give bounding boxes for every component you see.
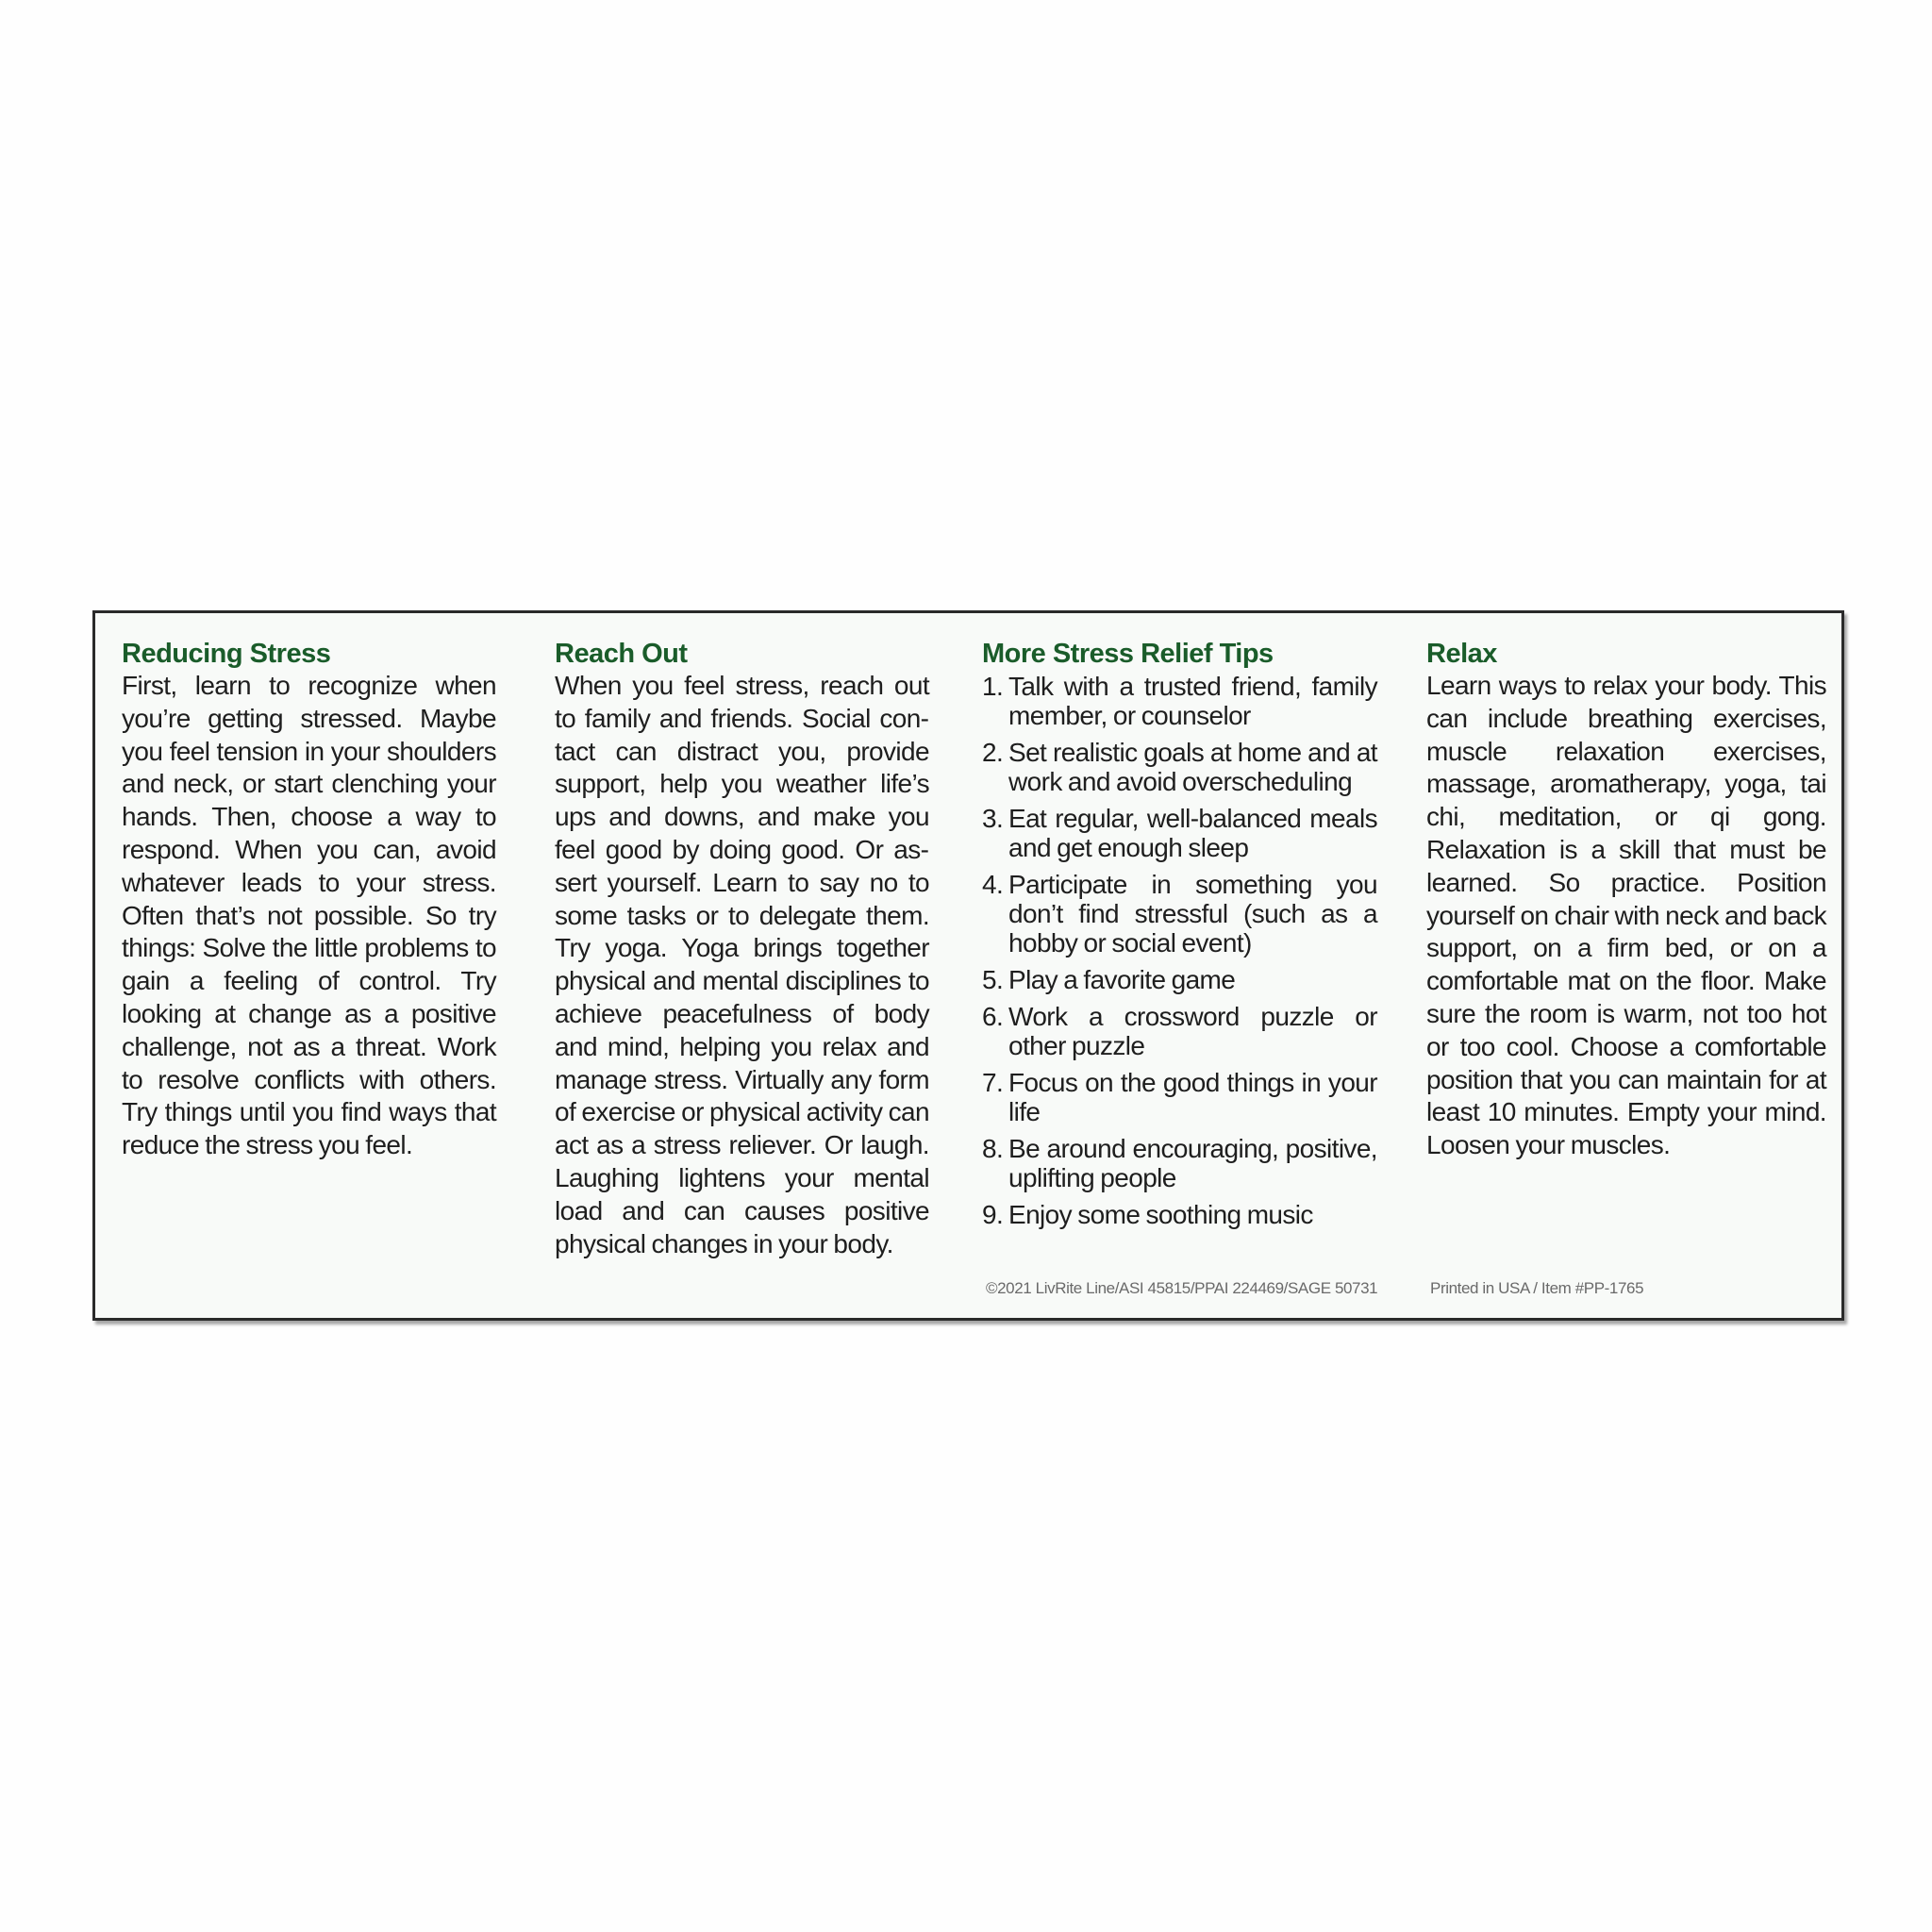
column-reducing-stress — [122, 638, 496, 1299]
list-item-text: Eat regular, well-balanced meals and get enough sleep — [1008, 804, 1377, 862]
list-item-number: 2. — [982, 738, 1004, 767]
list-item-number: 8. — [982, 1134, 1004, 1163]
list-item — [982, 1068, 1377, 1126]
list-item-number: 6. — [982, 1002, 1004, 1031]
section-body-reach-out: When you feel stress, reach out to family and friends. Social contact can distract you, provide support, help you weather life’s ups and downs, and make you feel good by doing good. Or assert yourself. Learn to say no to some tasks or to delegate them. Try yoga. Yoga brings together physical and mental disciplines to achieve peacefulness of body and mind, helping you relax and manage stress. Virtually any form of exercise or physical activity can act as a stress reliever. Or laugh. Laughing lightens your mental load and can causes positive physical changes in your body. — [555, 671, 929, 1258]
list-item — [982, 738, 1377, 796]
column-reach-out — [555, 638, 929, 1299]
list-item-text: Work a crossword puzzle or other puzzle — [1008, 1002, 1377, 1060]
list-item-text: Set realistic goals at home and at work and avoid overscheduling — [1008, 738, 1377, 796]
column-relax — [1426, 638, 1826, 1299]
section-body-relax: Learn ways to relax your body. This can include breathing exercises, muscle relaxation exercises, massage, aromatherapy, yoga, tai chi, meditation, or qi gong. Relaxation is a skill that must be learned. So practice. Position yourself on chair with neck and back support, on a firm bed, or on a comfortable mat on the floor. Make sure the room is warm, not too hot or too cool. Choose a comfortable position that you can maintain for at least 10 minutes. Empty your mind. Loosen your muscles. — [1426, 671, 1826, 1160]
list-item-number: 9. — [982, 1200, 1004, 1229]
list-item — [982, 870, 1377, 958]
section-title-more-tips: More Stress Relief Tips — [982, 639, 1274, 669]
info-card — [92, 610, 1844, 1321]
section-title-reducing-stress: Reducing Stress — [122, 639, 331, 669]
list-item-number: 3. — [982, 804, 1004, 833]
column-more-tips — [982, 638, 1377, 1299]
section-title-reach-out: Reach Out — [555, 639, 688, 669]
list-item-number: 1. — [982, 672, 1004, 701]
list-item — [982, 672, 1377, 730]
copyright-notice: ©2021 LivRite Line/ASI 45815/PPAI 224469/SAGE 50731 — [986, 1279, 1378, 1297]
list-item — [982, 1002, 1377, 1060]
list-item-number: 5. — [982, 965, 1004, 994]
list-item-number: 7. — [982, 1068, 1004, 1097]
list-item — [982, 1134, 1377, 1192]
list-item — [982, 804, 1377, 862]
list-item-number: 4. — [982, 870, 1004, 899]
list-item-text: Play a favorite game — [1008, 965, 1236, 994]
section-title-relax: Relax — [1426, 639, 1497, 669]
list-item-text: Talk with a trusted friend, family member, or counselor — [1008, 672, 1377, 730]
section-body-reducing-stress: First, learn to recognize when you’re getting stressed. Maybe you feel tension in your shoulders and neck, or start clenching your hands. Then, choose a way to respond. When you can, avoid whatever leads to your stress. Often that’s not possible. So try things: Solve the little problems to gain a feeling of control. Try looking at change as a positive challenge, not as a threat. Work to resolve conflicts with others. Try things until you find ways that reduce the stress you feel. — [122, 671, 496, 1160]
list-item-text: Be around encouraging, positive, uplifting people — [1008, 1134, 1377, 1192]
list-item-text: Participate in something you don’t find stressful (such as a hobby or social event) — [1008, 870, 1377, 958]
list-item-text: Focus on the good things in your life — [1008, 1068, 1377, 1126]
list-item-text: Enjoy some soothing music — [1008, 1200, 1313, 1229]
list-item — [982, 1200, 1377, 1229]
printed-notice: Printed in USA / Item #PP-1765 — [1430, 1279, 1644, 1297]
tips-list — [982, 672, 1377, 1237]
list-item — [982, 965, 1377, 994]
